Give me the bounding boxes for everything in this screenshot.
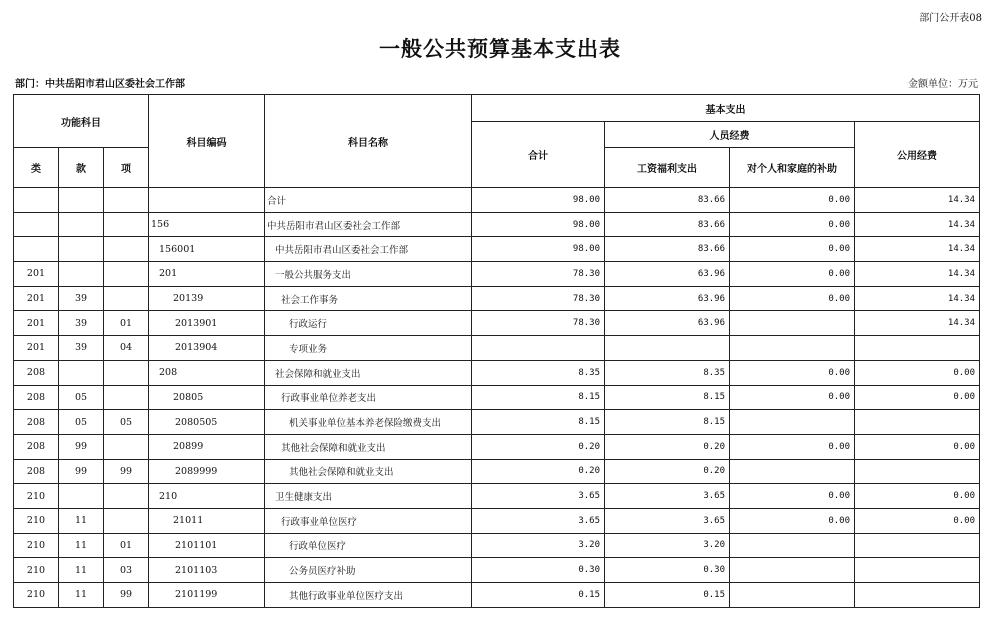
personnel-header: 人员经费 (605, 122, 855, 148)
lei-cell: 201 (14, 311, 59, 336)
xiang-cell (104, 262, 149, 287)
public-cell: 0.00 (855, 385, 980, 410)
public-cell: 14.34 (855, 311, 980, 336)
public-cell: 0.00 (855, 508, 980, 533)
subsidy-cell (730, 583, 855, 608)
code-cell: 201 (149, 262, 265, 287)
xiang-cell: 01 (104, 533, 149, 558)
lei-cell (14, 188, 59, 213)
code-cell: 2013904 (149, 336, 265, 361)
code-cell: 20805 (149, 385, 265, 410)
total-cell: 8.35 (472, 360, 605, 385)
xiang-cell: 01 (104, 311, 149, 336)
kuan-cell: 39 (59, 311, 104, 336)
xiang-cell (104, 188, 149, 213)
xiang-cell: 04 (104, 336, 149, 361)
code-cell: 2080505 (149, 410, 265, 435)
public-cell: 0.00 (855, 484, 980, 509)
kuan-cell (59, 212, 104, 237)
table-row (14, 286, 980, 311)
total-cell: 8.15 (472, 385, 605, 410)
xiang-cell (104, 484, 149, 509)
xiang-cell (104, 212, 149, 237)
subsidy-cell: 0.00 (730, 237, 855, 262)
public-expense-header: 公用经费 (855, 122, 980, 188)
table-row (14, 385, 980, 410)
public-cell: 0.00 (855, 434, 980, 459)
table-row (14, 262, 980, 287)
table-row (14, 533, 980, 558)
kuan-cell: 39 (59, 336, 104, 361)
code-cell: 2101101 (149, 533, 265, 558)
total-cell: 0.15 (472, 583, 605, 608)
basic-expense-header: 基本支出 (472, 95, 980, 122)
subsidy-cell: 0.00 (730, 508, 855, 533)
name-cell: 行政事业单位养老支出 (265, 385, 472, 410)
lei-cell: 201 (14, 336, 59, 361)
total-cell: 78.30 (472, 286, 605, 311)
total-cell: 3.65 (472, 484, 605, 509)
total-cell: 98.00 (472, 212, 605, 237)
name-cell: 其他行政事业单位医疗支出 (265, 583, 472, 608)
kuan-cell: 99 (59, 434, 104, 459)
table-row (14, 360, 980, 385)
xiang-cell: 03 (104, 558, 149, 583)
lei-cell: 201 (14, 262, 59, 287)
lei-cell: 201 (14, 286, 59, 311)
func-subject-header: 功能科目 (14, 95, 149, 148)
table-row (14, 212, 980, 237)
kuan-cell: 11 (59, 558, 104, 583)
total-cell (472, 336, 605, 361)
subsidy-cell: 0.00 (730, 434, 855, 459)
subsidy-cell: 0.00 (730, 385, 855, 410)
lei-header: 类 (14, 148, 59, 188)
subsidy-cell: 0.00 (730, 188, 855, 213)
wages-cell: 83.66 (605, 188, 730, 213)
public-cell: 14.34 (855, 286, 980, 311)
form-number: 部门公开表08 (919, 13, 982, 24)
wages-cell: 0.20 (605, 459, 730, 484)
kuan-cell: 11 (59, 508, 104, 533)
code-cell: 2101199 (149, 583, 265, 608)
code-cell: 21011 (149, 508, 265, 533)
total-cell: 0.30 (472, 558, 605, 583)
wages-cell: 63.96 (605, 286, 730, 311)
lei-cell: 210 (14, 484, 59, 509)
page-title: 一般公共预算基本支出表 (379, 36, 621, 61)
name-cell: 行政事业单位医疗 (265, 508, 472, 533)
wages-cell: 0.30 (605, 558, 730, 583)
lei-cell (14, 237, 59, 262)
public-cell (855, 336, 980, 361)
table-row (14, 583, 980, 608)
lei-cell: 210 (14, 583, 59, 608)
code-cell: 210 (149, 484, 265, 509)
name-cell: 中共岳阳市君山区委社会工作部 (265, 212, 472, 237)
name-cell: 公务员医疗补助 (265, 558, 472, 583)
table-body (14, 188, 980, 608)
wages-cell: 8.35 (605, 360, 730, 385)
wages-cell: 3.65 (605, 508, 730, 533)
xiang-cell (104, 286, 149, 311)
table-row (14, 459, 980, 484)
name-cell: 一般公共服务支出 (265, 262, 472, 287)
name-cell: 卫生健康支出 (265, 484, 472, 509)
total-cell: 3.65 (472, 508, 605, 533)
total-cell: 0.20 (472, 459, 605, 484)
total-cell: 3.20 (472, 533, 605, 558)
lei-cell: 208 (14, 410, 59, 435)
total-cell: 0.20 (472, 434, 605, 459)
lei-cell: 208 (14, 360, 59, 385)
wages-cell: 3.20 (605, 533, 730, 558)
total-header: 合计 (472, 122, 605, 188)
xiang-cell (104, 434, 149, 459)
wages-cell: 83.66 (605, 212, 730, 237)
name-header: 科目名称 (265, 95, 472, 188)
lei-cell: 208 (14, 434, 59, 459)
total-cell: 78.30 (472, 311, 605, 336)
total-cell: 78.30 (472, 262, 605, 287)
subsidy-cell (730, 459, 855, 484)
subsidy-cell (730, 558, 855, 583)
xiang-cell: 99 (104, 583, 149, 608)
name-cell: 中共岳阳市君山区委社会工作部 (265, 237, 472, 262)
xiang-cell (104, 237, 149, 262)
kuan-cell (59, 237, 104, 262)
wages-cell: 0.15 (605, 583, 730, 608)
name-cell: 专项业务 (265, 336, 472, 361)
name-cell: 其他社会保障和就业支出 (265, 459, 472, 484)
kuan-cell: 11 (59, 533, 104, 558)
code-cell: 2089999 (149, 459, 265, 484)
lei-cell (14, 212, 59, 237)
wages-cell: 63.96 (605, 311, 730, 336)
code-cell (149, 188, 265, 213)
table-row (14, 484, 980, 509)
xiang-cell (104, 360, 149, 385)
name-cell: 行政单位医疗 (265, 533, 472, 558)
xiang-cell (104, 385, 149, 410)
name-cell: 行政运行 (265, 311, 472, 336)
subsidy-cell (730, 336, 855, 361)
code-cell: 156 (149, 212, 265, 237)
wages-cell: 63.96 (605, 262, 730, 287)
public-cell: 14.34 (855, 237, 980, 262)
wages-cell: 8.15 (605, 410, 730, 435)
xiang-cell (104, 508, 149, 533)
code-cell: 208 (149, 360, 265, 385)
code-cell: 20899 (149, 434, 265, 459)
subsidy-cell: 0.00 (730, 212, 855, 237)
subsidy-cell (730, 410, 855, 435)
kuan-cell: 05 (59, 410, 104, 435)
table-row (14, 237, 980, 262)
code-cell: 20139 (149, 286, 265, 311)
department-label: 部门：中共岳阳市君山区委社会工作部 (15, 79, 185, 90)
wages-cell: 0.20 (605, 434, 730, 459)
public-cell: 14.34 (855, 188, 980, 213)
subsidy-cell: 0.00 (730, 484, 855, 509)
kuan-cell: 99 (59, 459, 104, 484)
table-row (14, 558, 980, 583)
kuan-cell: 11 (59, 583, 104, 608)
total-cell: 98.00 (472, 188, 605, 213)
lei-cell: 208 (14, 459, 59, 484)
public-cell: 14.34 (855, 262, 980, 287)
total-cell: 98.00 (472, 237, 605, 262)
table-row (14, 434, 980, 459)
kuan-cell: 05 (59, 385, 104, 410)
public-cell (855, 583, 980, 608)
kuan-cell (59, 484, 104, 509)
table-row (14, 188, 980, 213)
lei-cell: 210 (14, 558, 59, 583)
kuan-cell (59, 188, 104, 213)
subsidy-cell: 0.00 (730, 360, 855, 385)
xiang-header: 项 (104, 148, 149, 188)
wages-cell: 8.15 (605, 385, 730, 410)
amount-unit-label: 金额单位：万元 (908, 79, 978, 90)
wages-header: 工资福利支出 (605, 148, 730, 188)
wages-cell (605, 336, 730, 361)
subsidy-cell (730, 533, 855, 558)
public-cell (855, 459, 980, 484)
lei-cell: 210 (14, 508, 59, 533)
public-cell: 14.34 (855, 212, 980, 237)
public-cell: 0.00 (855, 360, 980, 385)
table-row (14, 336, 980, 361)
subsidy-cell: 0.00 (730, 286, 855, 311)
public-cell (855, 410, 980, 435)
lei-cell: 210 (14, 533, 59, 558)
table-row (14, 410, 980, 435)
wages-cell: 83.66 (605, 237, 730, 262)
name-cell: 其他社会保障和就业支出 (265, 434, 472, 459)
lei-cell: 208 (14, 385, 59, 410)
name-cell: 合计 (265, 188, 472, 213)
code-cell: 2013901 (149, 311, 265, 336)
name-cell: 社会工作事务 (265, 286, 472, 311)
public-cell (855, 558, 980, 583)
wages-cell: 3.65 (605, 484, 730, 509)
code-cell: 2101103 (149, 558, 265, 583)
subsidy-cell (730, 311, 855, 336)
kuan-header: 款 (59, 148, 104, 188)
budget-table (13, 94, 980, 608)
kuan-cell (59, 360, 104, 385)
name-cell: 社会保障和就业支出 (265, 360, 472, 385)
code-cell: 156001 (149, 237, 265, 262)
table-row (14, 311, 980, 336)
subsidy-header: 对个人和家庭的补助 (730, 148, 855, 188)
kuan-cell (59, 262, 104, 287)
xiang-cell: 05 (104, 410, 149, 435)
name-cell: 机关事业单位基本养老保险缴费支出 (265, 410, 472, 435)
public-cell (855, 533, 980, 558)
code-header: 科目编码 (149, 95, 265, 188)
table-header (14, 95, 980, 188)
total-cell: 8.15 (472, 410, 605, 435)
kuan-cell: 39 (59, 286, 104, 311)
subsidy-cell: 0.00 (730, 262, 855, 287)
table-row (14, 508, 980, 533)
xiang-cell: 99 (104, 459, 149, 484)
